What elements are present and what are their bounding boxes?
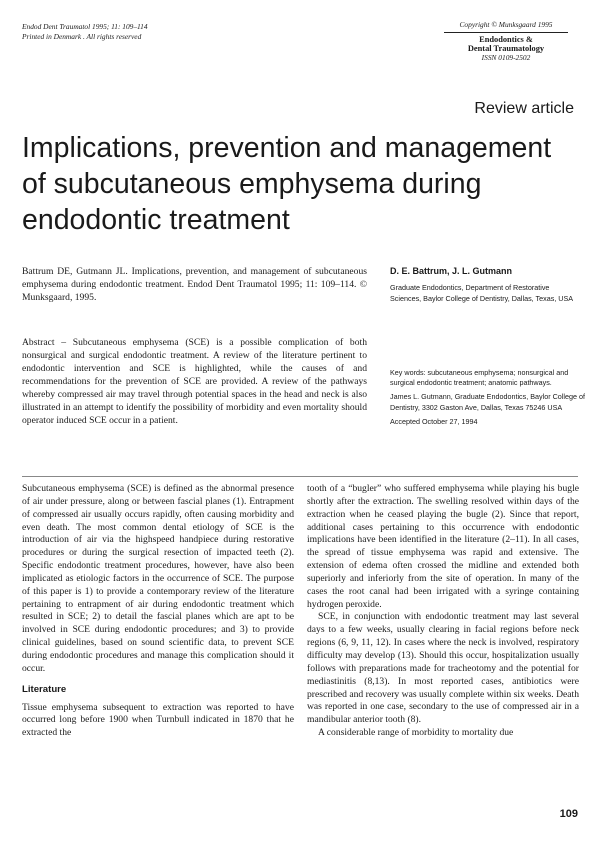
article-title: Implications, prevention and management of subcutaneous emphysema during endodontic treatment [22, 132, 552, 236]
page-number: 109 [559, 808, 578, 820]
issn-line: ISSN 0109-2502 [481, 53, 531, 63]
author-affiliation: Graduate Endodontics, Department of Restorative Sciences, Baylor College of Dentistry, Dallas, Texas, USA [390, 283, 574, 303]
section-heading-literature: Literature [22, 683, 67, 695]
sce-duration-paragraph: SCE, in conjunction with endodontic treatment may last several days to a few weeks, usually clearing in facial regions before neck regions (6, 9, 11, 12). In cases where the neck is involved, respiratory difficulty may develop (13). Should this occur, hospitalization usually follows with preparations made for tracheotomy and the potential for mediastinitis (8,13). In most reported cases, antibiotics were prescribed and recovery was usually complete within six weeks. Death was reported in one case, secondary to the use of compressed air in a mandibular anterior tooth (8). [307, 611, 579, 726]
intro-paragraph: Subcutaneous emphysema (SCE) is defined as the abnormal presence of air under pressure, along or between fascial planes (1). Entrapment of compressed air usually occurs rapidly, often causing morbidity and even death. The most common dental etiology of SCE is the introduction of air via the highspeed handpiece during restorative procedures or during the surgical resection of impacted teeth (2). Specific endodontic treatment procedures, however, have also been implicated as etiologic factors in the occurrence of SCE. The purpose of this paper is 1) to provide a contemporary review of the literature pertaining to entrapment of air during endodontic treatment which resulted in SCE; 2) to detail the fascial planes which are apt to be involved in SCE during endodontic procedures; and 3) to provide clinical guidelines, based on sound scientific data, to prevent SCE during endodontic procedures and manage this complication should it occur. [22, 483, 294, 674]
body-column-right [307, 483, 579, 740]
literature-paragraph: Tissue emphysema subsequent to extraction was reported to have occurred long before 1900 when Turnbull indicated in 1870 that he extracted the [22, 701, 294, 739]
section-divider [22, 476, 578, 477]
header-rule [444, 32, 568, 33]
copyright-line: Copyright © Munksgaard 1995 [459, 20, 553, 29]
journal-citation-line: Endod Dent Traumatol 1995; 11: 109–114 [22, 22, 148, 31]
morbidity-paragraph: A considerable range of morbidity to mortality due [318, 727, 514, 739]
printed-in-line: Printed in Denmark . All rights reserved [22, 32, 142, 41]
keywords: Key words: subcutaneous emphysema; nonsurgical and surgical endodontic treatment; anatomic pathways. [390, 368, 569, 388]
article-sidebar [390, 368, 585, 431]
correspondence-address: James L. Gutmann, Graduate Endodontics, Baylor College of Dentistry, 3302 Gaston Ave, Dallas, Texas 75246 USA [390, 392, 585, 412]
running-header-right [436, 20, 576, 63]
article-type-label: Review article [474, 100, 574, 117]
body-column-left [22, 483, 294, 740]
accepted-date: Accepted October 27, 1994 [390, 416, 478, 426]
running-header-left [22, 22, 148, 42]
journal-name-line2: Dental Traumatology [467, 44, 545, 53]
journal-name-line1: Endodontics & [479, 34, 533, 44]
bugler-paragraph: tooth of a “bugler” who suffered emphysema while playing his bugle shortly after the extraction. The swelling resolved within days of the extraction when he ceased playing the bugle (2). Since that report, additional cases pertaining to this occurrence with endodontic implications have been identified in the literature (2–11). In all cases, the spread of tissue emphysema was rapid and extensive. The extension of edema often crossed the midline and extended both superiorly and inferiorly from the site of operation. In many of the cases the root canal had been irrigated with a syringe containing hydrogen peroxide. [307, 483, 579, 610]
citation-block: Battrum DE, Gutmann JL. Implications, prevention, and management of subcutaneous emphysema during endodontic treatment. Endod Dent Traumatol 1995; 11: 109–114. © Munksgaard, 1995. [22, 266, 367, 303]
abstract-block: Abstract – Subcutaneous emphysema (SCE) is a possible complication of both nonsurgical and surgical endodontic treatment. A review of the literature pertinent to endodontic intervention and SCE is highlighted, while the causes of and recommendations for the prevention of SCE are provided. A review of the pathways whereby compressed air may travel through potential spaces in the head and neck is also illustrated in an attempt to identify the possibility of morbidity and even mortality should operator induced SCE occur in a patient. [22, 337, 367, 426]
author-names: D. E. Battrum, J. L. Gutmann [390, 266, 513, 276]
